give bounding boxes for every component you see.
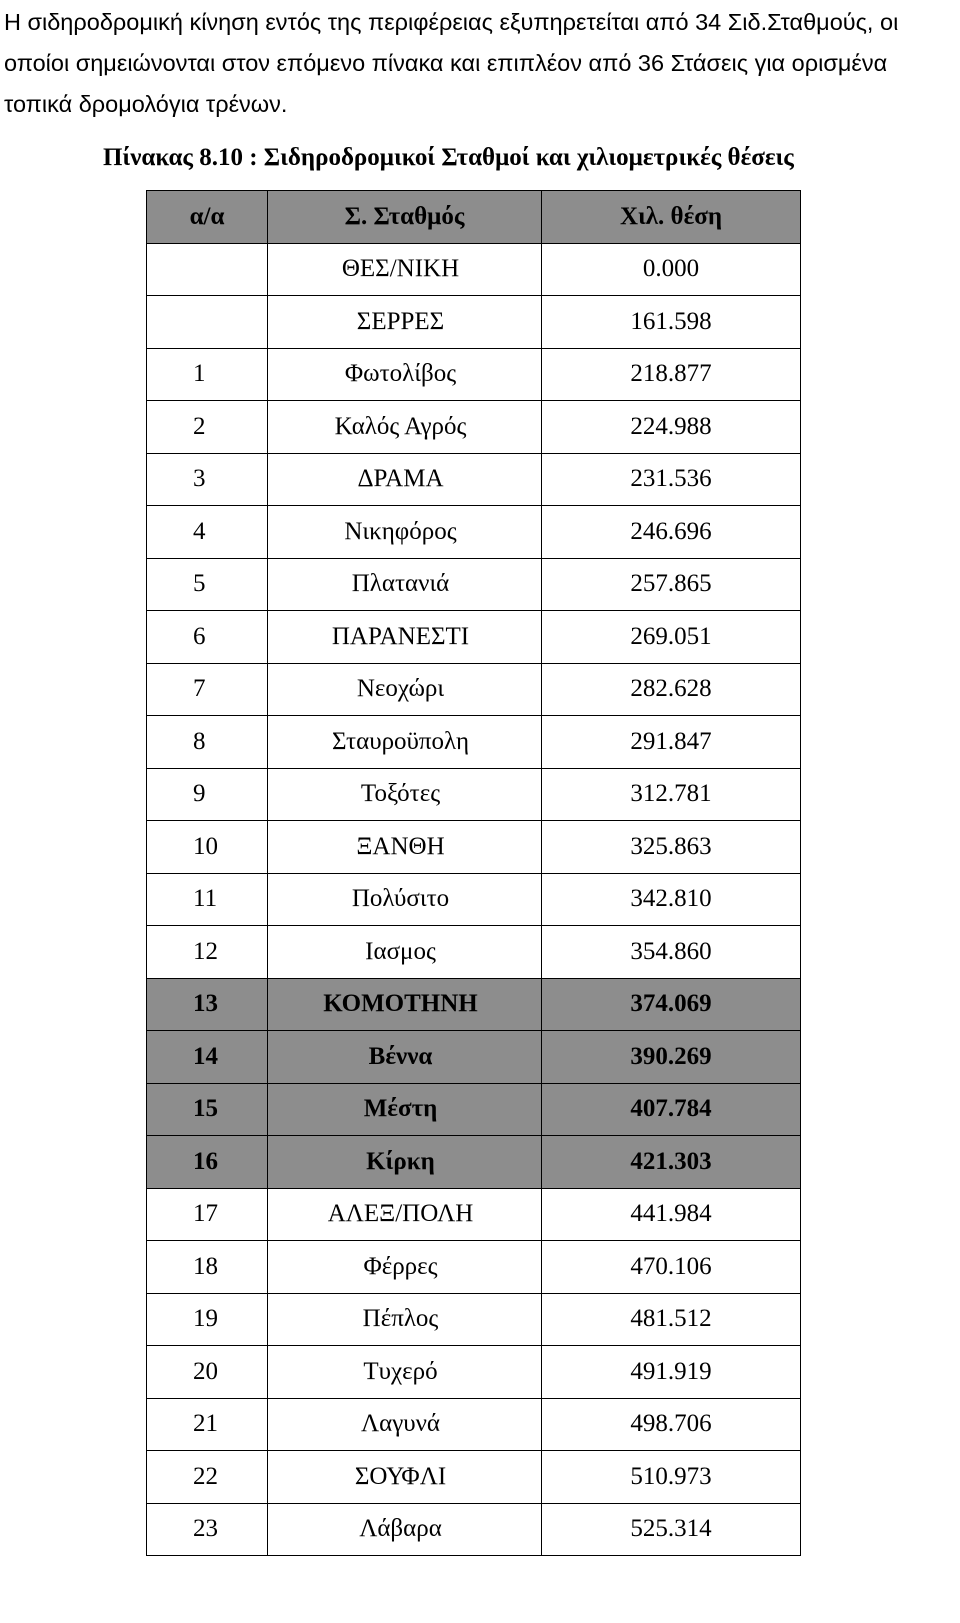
intro-paragraph: Η σιδηροδρομική κίνηση εντός της περιφέρειας εξυπηρετείται από 34 Σιδ.Σταθμούς, οι οποίοι σημειώνονται στον επόμενο πίνακα και επιπλέον από 36 Στάσεις για ορισμένα τοπικά δρομολόγια τρένων. [4, 9, 899, 117]
table-row [147, 978, 801, 1031]
row-station: ΘΕΣ/ΝΙΚΗ [268, 243, 542, 296]
stations-table [146, 190, 801, 1556]
row-station: Ιασμος [268, 926, 542, 979]
row-km: 269.051 [542, 611, 801, 664]
row-km: 161.598 [542, 296, 801, 349]
row-index: 1 [147, 348, 268, 401]
table-row [147, 873, 801, 926]
row-km: 481.512 [542, 1293, 801, 1346]
table-header-row [147, 191, 801, 244]
row-km: 342.810 [542, 873, 801, 926]
row-km: 0.000 [542, 243, 801, 296]
table-row [147, 768, 801, 821]
row-station: ΔΡΑΜΑ [268, 453, 542, 506]
row-km: 525.314 [542, 1503, 801, 1556]
row-km: 441.984 [542, 1188, 801, 1241]
row-index: 16 [147, 1136, 268, 1189]
table-row [147, 926, 801, 979]
row-station: ΣΟΥΦΛΙ [268, 1451, 542, 1504]
table-row [147, 1293, 801, 1346]
row-km: 421.303 [542, 1136, 801, 1189]
row-index: 20 [147, 1346, 268, 1399]
row-km: 282.628 [542, 663, 801, 716]
row-index: 23 [147, 1503, 268, 1556]
row-index: 21 [147, 1398, 268, 1451]
row-index: 14 [147, 1031, 268, 1084]
row-station: Πέπλος [268, 1293, 542, 1346]
row-station: Σταυροϋπολη [268, 716, 542, 769]
row-station: Βέννα [268, 1031, 542, 1084]
row-km: 218.877 [542, 348, 801, 401]
row-km: 491.919 [542, 1346, 801, 1399]
row-km: 354.860 [542, 926, 801, 979]
table-row [147, 401, 801, 454]
row-km: 231.536 [542, 453, 801, 506]
row-index: 6 [147, 611, 268, 664]
table-row [147, 716, 801, 769]
row-station: Λάβαρα [268, 1503, 542, 1556]
table-row [147, 1083, 801, 1136]
row-km: 291.847 [542, 716, 801, 769]
row-station: ΑΛΕΞ/ΠΟΛΗ [268, 1188, 542, 1241]
row-station: Νικηφόρος [268, 506, 542, 559]
row-km: 312.781 [542, 768, 801, 821]
row-index [147, 296, 268, 349]
row-station: ΚΟΜΟΤΗΝΗ [268, 978, 542, 1031]
row-km: 325.863 [542, 821, 801, 874]
table-row [147, 821, 801, 874]
table-row [147, 243, 801, 296]
row-index: 8 [147, 716, 268, 769]
table-caption: Πίνακας 8.10 : Σιδηροδρομικοί Σταθμοί και χιλιομετρικές θέσεις [103, 144, 794, 171]
row-station: Πολύσιτο [268, 873, 542, 926]
table-row [147, 1241, 801, 1294]
table-row [147, 453, 801, 506]
row-station: ΞΑΝΘΗ [268, 821, 542, 874]
row-index: 15 [147, 1083, 268, 1136]
table-row [147, 1398, 801, 1451]
table-row [147, 1031, 801, 1084]
row-index: 5 [147, 558, 268, 611]
row-index: 7 [147, 663, 268, 716]
row-km: 390.269 [542, 1031, 801, 1084]
table-row [147, 663, 801, 716]
row-index: 3 [147, 453, 268, 506]
row-station: Νεοχώρι [268, 663, 542, 716]
table-row [147, 348, 801, 401]
table-row [147, 1451, 801, 1504]
row-station: Τυχερό [268, 1346, 542, 1399]
row-index: 11 [147, 873, 268, 926]
row-km: 470.106 [542, 1241, 801, 1294]
table-body [147, 243, 801, 1556]
row-index: 12 [147, 926, 268, 979]
row-km: 246.696 [542, 506, 801, 559]
table-row [147, 506, 801, 559]
row-station: Τοξότες [268, 768, 542, 821]
row-station: Καλός Αγρός [268, 401, 542, 454]
row-km: 374.069 [542, 978, 801, 1031]
row-index: 22 [147, 1451, 268, 1504]
header-index: α/α [147, 191, 268, 244]
row-km: 224.988 [542, 401, 801, 454]
row-index: 19 [147, 1293, 268, 1346]
row-station: ΠΑΡΑΝΕΣΤΙ [268, 611, 542, 664]
row-index: 18 [147, 1241, 268, 1294]
row-km: 498.706 [542, 1398, 801, 1451]
row-station: Κίρκη [268, 1136, 542, 1189]
row-km: 407.784 [542, 1083, 801, 1136]
row-km: 257.865 [542, 558, 801, 611]
row-index: 4 [147, 506, 268, 559]
row-station: ΣΕΡΡΕΣ [268, 296, 542, 349]
row-km: 510.973 [542, 1451, 801, 1504]
row-index: 17 [147, 1188, 268, 1241]
table-row [147, 611, 801, 664]
row-index [147, 243, 268, 296]
row-index: 9 [147, 768, 268, 821]
row-station: Φωτολίβος [268, 348, 542, 401]
row-index: 2 [147, 401, 268, 454]
table-row [147, 1188, 801, 1241]
table-row [147, 1503, 801, 1556]
row-station: Λαγυνά [268, 1398, 542, 1451]
row-index: 10 [147, 821, 268, 874]
table-row [147, 1136, 801, 1189]
row-station: Μέστη [268, 1083, 542, 1136]
row-index: 13 [147, 978, 268, 1031]
header-km: Χιλ. θέση [542, 191, 801, 244]
header-station: Σ. Σταθμός [268, 191, 542, 244]
table-row [147, 1346, 801, 1399]
row-station: Φέρρες [268, 1241, 542, 1294]
row-station: Πλατανιά [268, 558, 542, 611]
table-row [147, 296, 801, 349]
table-row [147, 558, 801, 611]
